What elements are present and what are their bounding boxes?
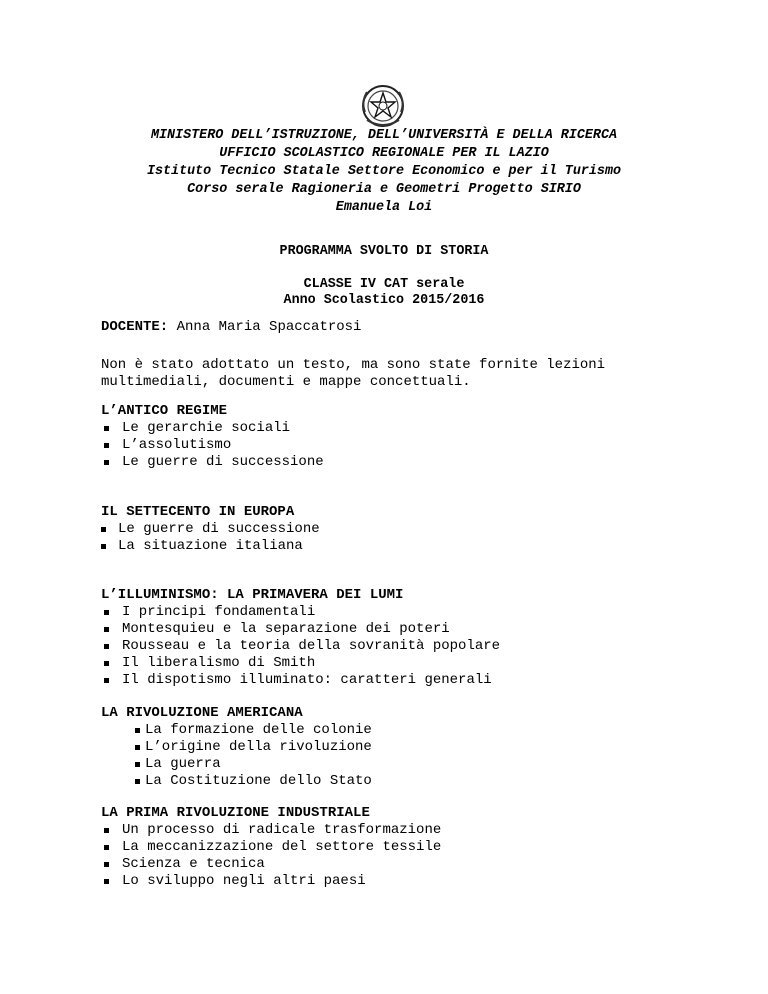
class-line: CLASSE IV CAT serale <box>303 277 465 292</box>
bullet-icon <box>101 527 106 532</box>
section-list <box>101 420 324 471</box>
list-item: Le gerarchie sociali <box>101 420 324 437</box>
header-line-institute: Istituto Tecnico Statale Settore Economico e per il Turismo <box>146 164 622 179</box>
bullet-icon <box>104 879 109 884</box>
document-title: PROGRAMMA SVOLTO DI STORIA <box>279 244 489 259</box>
school-year-line: Anno Scolastico 2015/2016 <box>283 293 485 308</box>
list-item: Il liberalismo di Smith <box>101 655 500 672</box>
header-line-office: UFFICIO SCOLASTICO REGIONALE PER IL LAZIO <box>219 146 549 161</box>
list-item: I principi fondamentali <box>101 604 500 621</box>
teacher-line <box>101 319 361 336</box>
section-title: LA RIVOLUZIONE AMERICANA <box>101 705 303 721</box>
bullet-icon <box>104 426 109 431</box>
section-list <box>101 822 441 890</box>
list-item: Il dispotismo illuminato: caratteri generali <box>101 672 500 689</box>
bullet-icon <box>135 779 140 784</box>
bullet-icon <box>104 610 109 615</box>
institution-header <box>0 127 768 217</box>
list-item: Lo sviluppo negli altri paesi <box>101 873 441 890</box>
list-item: Un processo di radicale trasformazione <box>101 822 441 839</box>
bullet-icon <box>135 728 140 733</box>
section-rivoluzione-americana <box>101 705 372 790</box>
list-item: La meccanizzazione del settore tessile <box>101 839 441 856</box>
bullet-icon <box>104 678 109 683</box>
section-list <box>101 604 500 689</box>
italian-republic-emblem-icon <box>357 82 409 130</box>
header-line-course: Corso serale Ragioneria e Geometri Progetto SIRIO <box>187 182 581 197</box>
section-list <box>101 521 320 555</box>
bullet-icon <box>104 845 109 850</box>
bullet-icon <box>104 627 109 632</box>
intro-paragraph <box>101 357 605 391</box>
section-settecento <box>101 504 320 555</box>
bullet-icon <box>104 828 109 833</box>
header-line-name: Emanuela Loi <box>335 200 433 215</box>
list-item: La Costituzione dello Stato <box>101 773 372 790</box>
section-title: LA PRIMA RIVOLUZIONE INDUSTRIALE <box>101 805 370 821</box>
bullet-icon <box>104 661 109 666</box>
list-item: L’origine della rivoluzione <box>101 739 372 756</box>
section-list <box>101 722 372 790</box>
list-item: Montesquieu e la separazione dei poteri <box>101 621 500 638</box>
bullet-icon <box>104 862 109 867</box>
section-antico-regime <box>101 403 324 471</box>
list-item: Scienza e tecnica <box>101 856 441 873</box>
section-title: L’ANTICO REGIME <box>101 403 228 419</box>
section-rivoluzione-industriale <box>101 805 441 890</box>
list-item: L’assolutismo <box>101 437 324 454</box>
teacher-label: DOCENTE: <box>101 319 169 335</box>
bullet-icon <box>104 443 109 448</box>
list-item: La formazione delle colonie <box>101 722 372 739</box>
bullet-icon <box>135 745 140 750</box>
intro-line: Non è stato adottato un testo, ma sono state fornite lezioni <box>101 357 606 373</box>
intro-line: multimediali, documenti e mappe concettuali. <box>101 374 471 390</box>
list-item: Le guerre di successione <box>101 521 320 538</box>
list-item: La situazione italiana <box>101 538 320 555</box>
list-item: Rousseau e la teoria della sovranità popolare <box>101 638 500 655</box>
section-title: L’ILLUMINISMO: LA PRIMAVERA DEI LUMI <box>101 587 404 603</box>
list-item: Le guerre di successione <box>101 454 324 471</box>
bullet-icon <box>101 544 106 549</box>
section-title: IL SETTECENTO IN EUROPA <box>101 504 295 520</box>
bullet-icon <box>104 644 109 649</box>
bullet-icon <box>135 762 140 767</box>
section-illuminismo <box>101 587 500 689</box>
list-item: La guerra <box>101 756 372 773</box>
bullet-icon <box>104 460 109 465</box>
teacher-name: Anna Maria Spaccatrosi <box>176 319 362 335</box>
header-line-ministry: MINISTERO DELL’ISTRUZIONE, DELL’UNIVERSITÀ E DELLA RICERCA <box>150 128 618 143</box>
